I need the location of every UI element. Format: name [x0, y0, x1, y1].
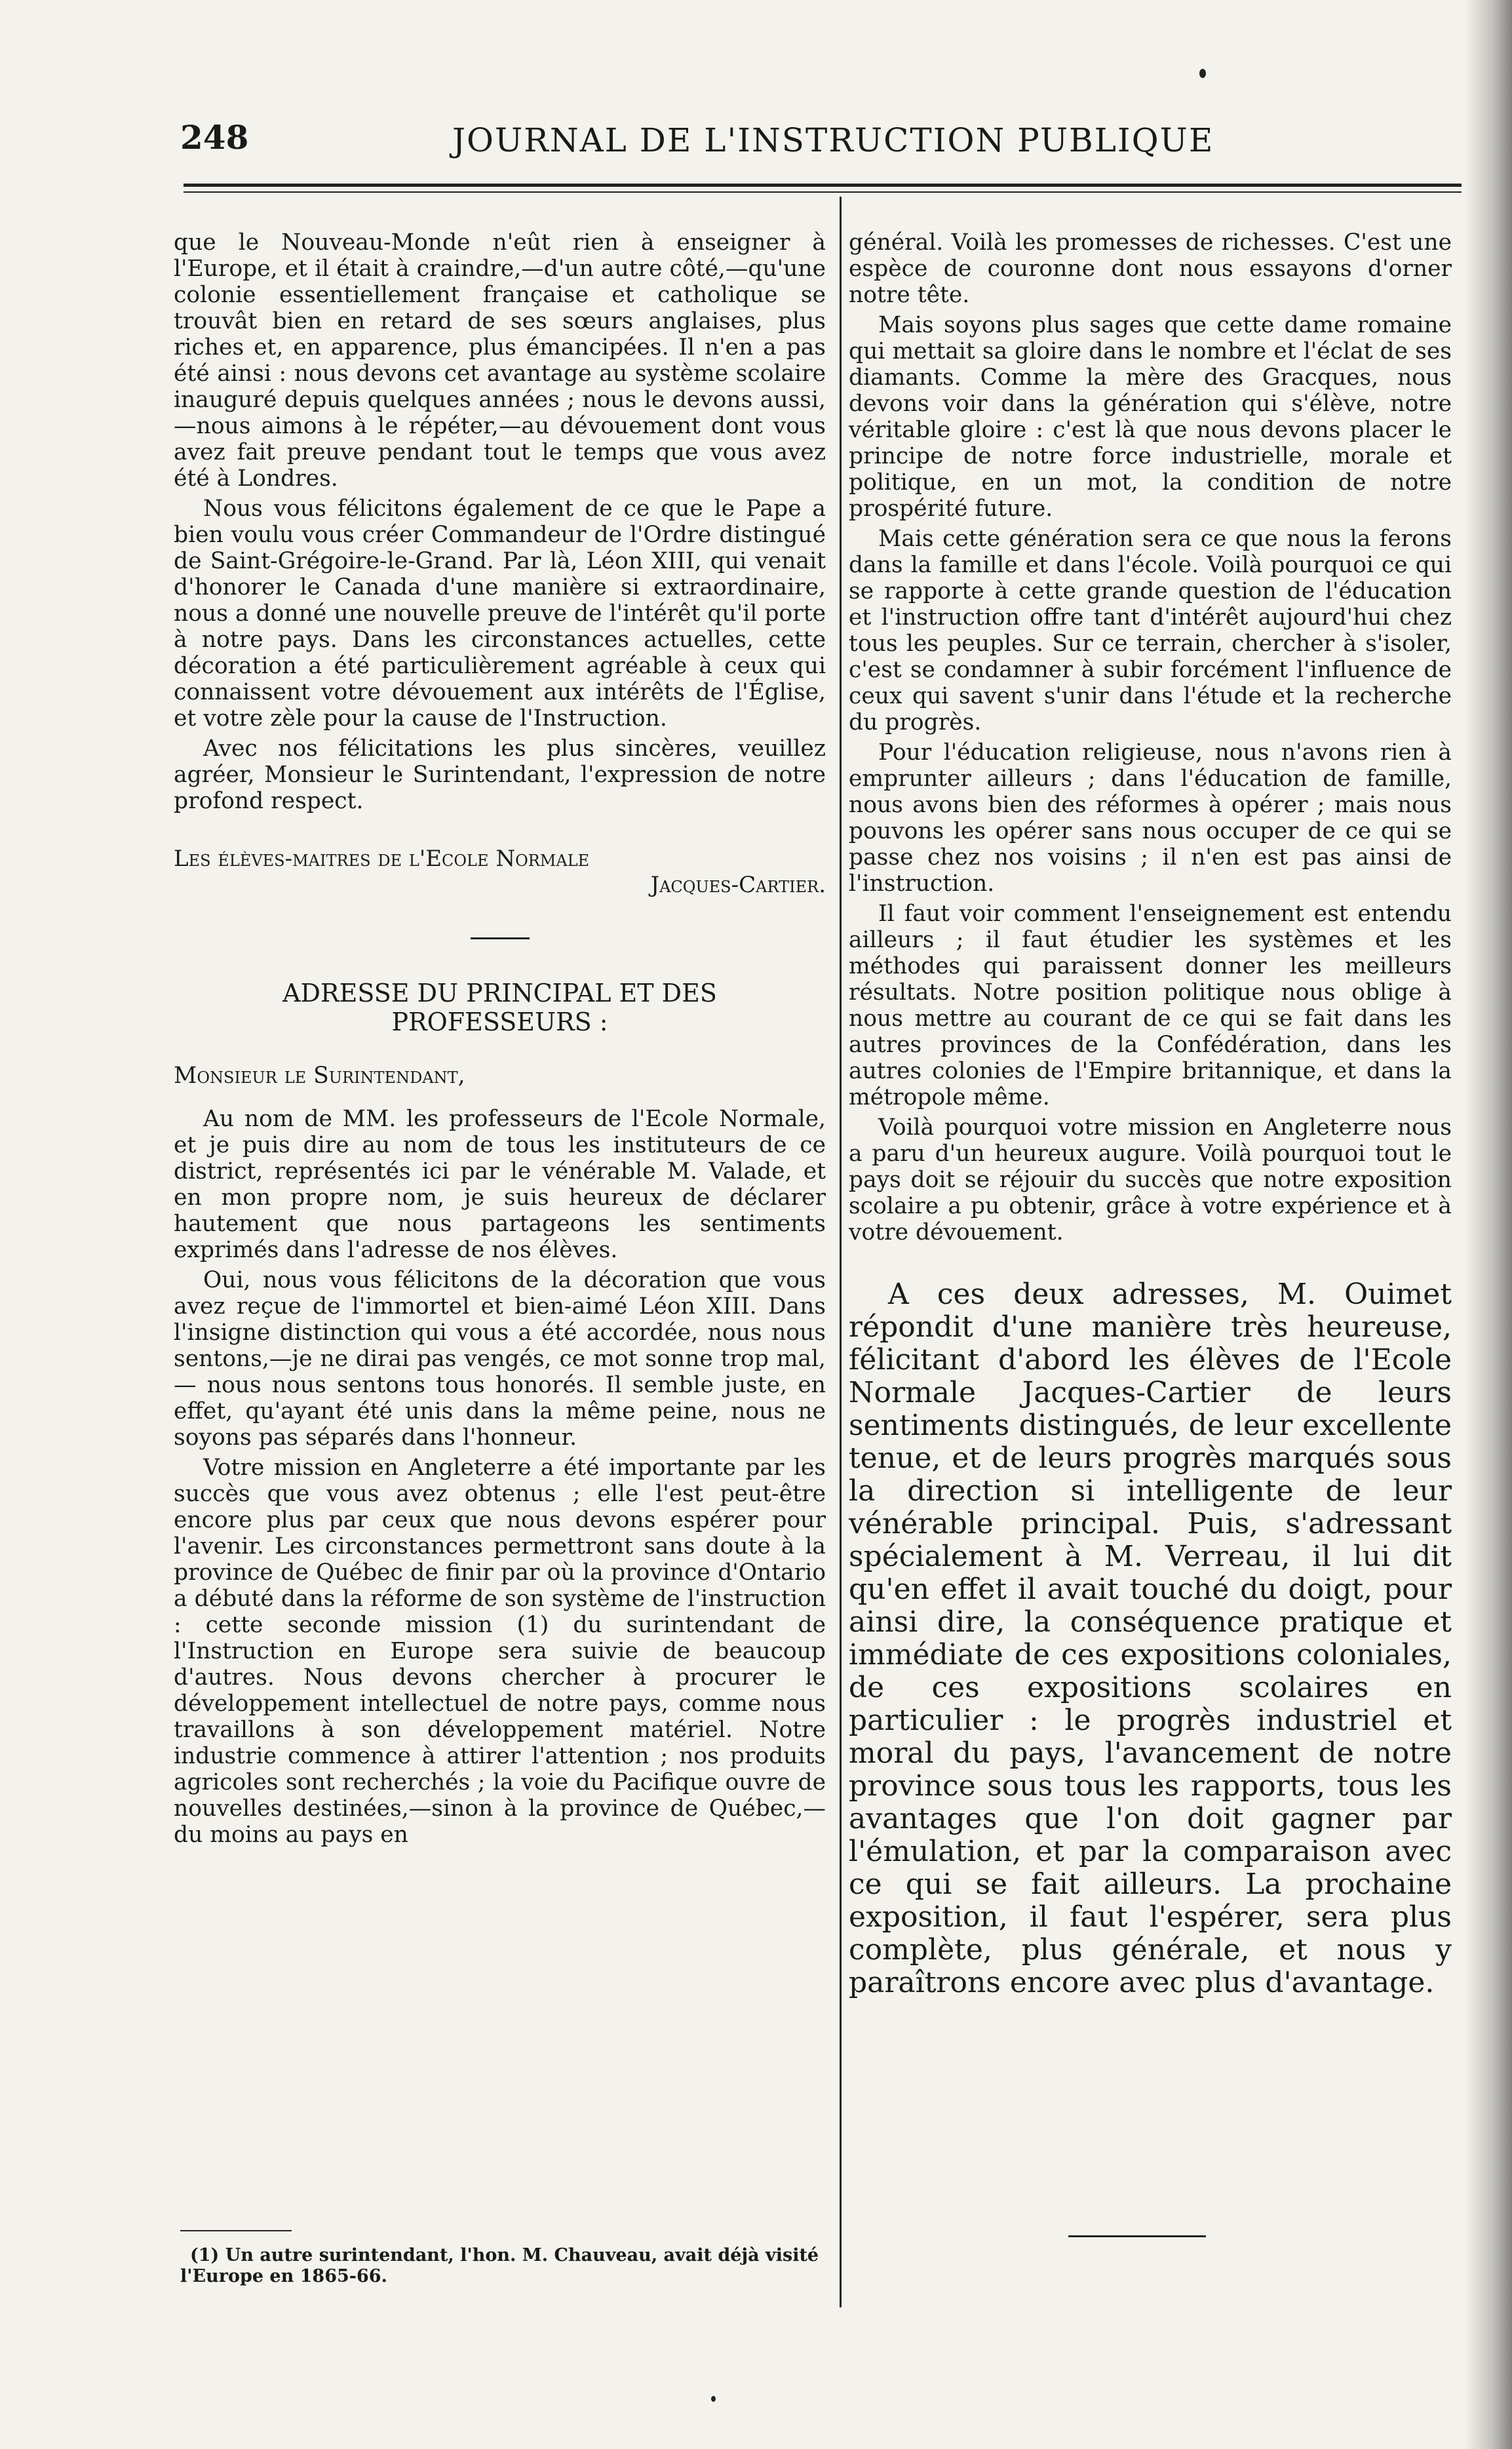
- paragraph: Votre mission en Angleterre a été importante par les succès que vous avez obtenus ; elle l'est peut-être encore plus par ceux que nous devons espérer pour l'avenir. Les circonstances permettront sans doute à la province de Québec de finir par où la province d'Ontario a débuté dans la réforme de son système de l'instruction : cette seconde mission (1) du surintendant de l'Instruction en Europe sera suivie de beaucoup d'autres. Nous devons chercher à procurer le développement intellectuel de notre pays, comme nous travaillons à son développement matériel. Notre industrie commence à attirer l'attention ; nos produits agricoles sont recherchés ; la voie du Pacifique ouvre de nouvelles destinées,—sinon à la province de Québec,—du moins au pays en: [174, 1455, 826, 1848]
- paragraph: Avec nos félicitations les plus sincères, veuillez agréer, Monsieur le Surintendant, l'expression de notre profond respect.: [174, 735, 826, 814]
- end-rule: [1068, 2235, 1206, 2237]
- section-title-line: ADRESSE DU PRINCIPAL ET DES: [282, 979, 717, 1008]
- paragraph: général. Voilà les promesses de richesses. C'est une espèce de couronne dont nous essayons d'orner notre tête.: [849, 229, 1452, 308]
- paragraph: Nous vous félicitons également de ce que le Pape a bien voulu vous créer Commandeur de l'Ordre distingué de Saint-Grégoire-le-Grand. Par là, Léon XIII, qui venait d'honorer le Canada d'une manière si extraordinaire, nous a donné une nouvelle preuve de l'intérêt qu'il porte à notre pays. Dans les circonstances actuelles, cette décoration a été particulièrement agréable à ceux qui connaissent votre dévouement aux intérêts de l'Église, et votre zèle pour la cause de l'Instruction.: [174, 496, 826, 732]
- paragraph: Pour l'éducation religieuse, nous n'avons rien à emprunter ailleurs ; dans l'éducation de famille, nous avons bien des réformes à opérer ; mais nous pouvons les opérer sans nous occuper de ce qui se passe chez nos voisins ; il n'en est pas ainsi de l'instruction.: [849, 739, 1452, 897]
- section-title-line: PROFESSEURS :: [391, 1008, 608, 1036]
- page-edge-shadow: [1465, 0, 1512, 2449]
- salutation: Monsieur le Surintendant,: [174, 1063, 465, 1089]
- signature-line: Les élèves-maitres de l'Ecole Normale: [174, 846, 590, 872]
- reply-paragraph: A ces deux adresses, M. Ouimet répondit d'une manière très heureuse, félicitant d'abord les élèves de l'Ecole Normale Jacques-Cartier de leurs sentiments distingués, de leur excellente tenue, et de leurs progrès marqués sous la direction si intelligente de leur vénérable principal. Puis, s'adressant spécialement à M. Verreau, il lui dit qu'en effet il avait touché du doigt, pour ainsi dire, la conséquence pratique et immédiate de ces expositions coloniales, de ces expositions scolaires en particulier : le progrès industriel et moral du pays, l'avancement de notre province sous tous les rapports, tous les avantages que l'on doit gagner par l'émulation, et par la comparaison avec ce qui se fait ailleurs. La prochaine exposition, il faut l'espérer, sera plus complète, plus générale, et nous y paraîtrons encore avec plus d'avantage.: [849, 1278, 1452, 1999]
- left-column: [174, 229, 826, 1852]
- ink-speck: [1199, 69, 1206, 78]
- right-column: [849, 229, 1452, 2003]
- reply-section: [849, 1278, 1452, 1999]
- column-divider: [840, 197, 842, 2307]
- paragraph: que le Nouveau-Monde n'eût rien à enseigner à l'Europe, et il était à craindre,—d'un autre côté,—qu'une colonie essentiellement française et catholique se trouvât bien en retard de ses sœurs anglaises, plus riches et, en apparence, plus émancipées. Il n'en a pas été ainsi : nous devons cet avantage au système scolaire inauguré depuis quelques années ; nous le devons aussi,—nous aimons à le répéter,—au dévouement dont vous avez fait preuve pendant tout le temps que vous avez été à Londres.: [174, 229, 826, 492]
- page-number: 248: [180, 118, 249, 157]
- header-rule-thin: [184, 191, 1462, 193]
- signature: [174, 846, 826, 898]
- ink-speck: [711, 2396, 716, 2402]
- paragraph: Oui, nous vous félicitons de la décoration que vous avez reçue de l'immortel et bien-aimé Léon XIII. Dans l'insigne distinction qui vous a été accordée, nous nous sentons,—je ne dirai pas vengés, ce mot sonne trop mal,— nous nous sentons tous honorés. Il semble juste, en effet, qu'ayant été unis dans la même peine, nous ne soyons pas séparés dans l'honneur.: [174, 1267, 826, 1451]
- section-title: [174, 979, 826, 1036]
- signature-line: Jacques-Cartier.: [650, 872, 826, 898]
- header-rule: [184, 184, 1462, 187]
- paragraph: Il faut voir comment l'enseignement est entendu ailleurs ; il faut étudier les systèmes et les méthodes qui paraissent donner les meilleurs résultats. Notre position politique nous oblige à nous mettre au courant de ce qui se fait dans les autres provinces de la Confédération, dans les autres colonies de l'Empire britannique, et dans la métropole même.: [849, 901, 1452, 1110]
- paragraph: Mais cette génération sera ce que nous la ferons dans la famille et dans l'école. Voilà pourquoi ce qui se rapporte à cette grande question de l'éducation et l'instruction offre tant d'intérêt aujourd'hui chez tous les peuples. Sur ce terrain, chercher à s'isoler, c'est se condamner à subir forcément l'influence de ceux qui savent s'unir dans l'étude et la recherche du progrès.: [849, 526, 1452, 735]
- paragraph: Voilà pourquoi votre mission en Angleterre nous a paru d'un heureux augure. Voilà pourquoi tout le pays doit se réjouir du succès que notre exposition scolaire a pu obtenir, grâce à votre expérience et à votre dévouement.: [849, 1114, 1452, 1245]
- page-title: JOURNAL DE L'INSTRUCTION PUBLIQUE: [452, 121, 1214, 159]
- paragraph: Au nom de MM. les professeurs de l'Ecole Normale, et je puis dire au nom de tous les instituteurs de ce district, représentés ici par le vénérable M. Valade, et en mon propre nom, je suis heureux de déclarer hautement que nous partageons les sentiments exprimés dans l'adresse de nos élèves.: [174, 1106, 826, 1263]
- footnote-rule: [180, 2230, 292, 2231]
- paragraph: Mais soyons plus sages que cette dame romaine qui mettait sa gloire dans le nombre et l'éclat de ses diamants. Comme la mère des Gracques, nous devons voir dans la génération qui s'élève, notre véritable gloire : c'est là que nous devons placer le principe de notre force industrielle, morale et politique, en un mot, la condition de notre prospérité future.: [849, 312, 1452, 522]
- footnote: (1) Un autre surintendant, l'hon. M. Chauveau, avait déjà visité l'Europe en 1865-66.: [180, 2245, 819, 2286]
- section-separator: [471, 937, 530, 939]
